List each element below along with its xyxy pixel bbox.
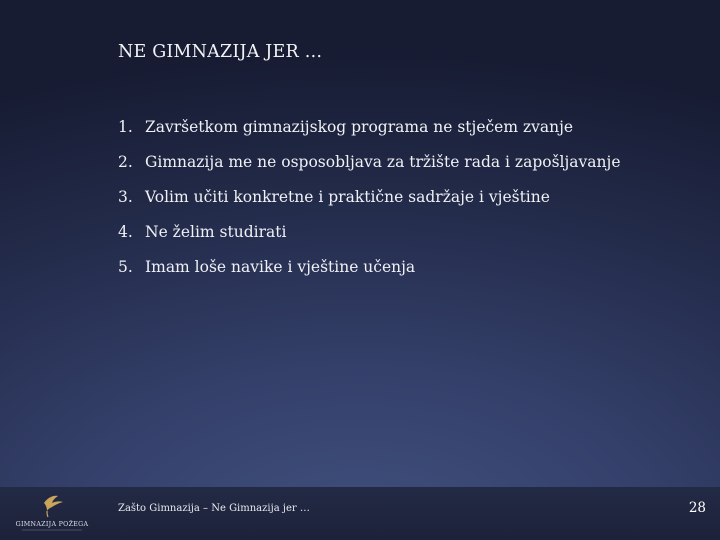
reasons-list	[118, 118, 621, 293]
bird-icon	[44, 496, 63, 517]
page-number: 28	[688, 500, 706, 516]
list-item-text: Imam loše navike i vještine učenja	[145, 258, 416, 276]
list-item-number: 1.	[118, 118, 133, 136]
list-item-text: Ne želim studirati	[145, 223, 287, 241]
list-item-text: Volim učiti konkretne i praktične sadržaje i vještine	[145, 188, 550, 206]
list-item-text: Završetkom gimnazijskog programa ne stječem zvanje	[145, 118, 574, 136]
list-item-number: 4.	[118, 223, 133, 241]
logo-text: GIMNAZIJA POŽEGA	[15, 521, 89, 528]
list-item	[118, 188, 621, 223]
school-logo	[14, 493, 90, 533]
list-item	[118, 258, 621, 293]
footer-text: Zašto Gimnazija – Ne Gimnazija jer …	[118, 503, 310, 514]
list-item-number: 5.	[118, 258, 133, 276]
list-item-number: 3.	[118, 188, 133, 206]
slide-title: NE GIMNAZIJA JER …	[118, 42, 323, 62]
footer-bar	[0, 487, 720, 540]
list-item-number: 2.	[118, 153, 133, 171]
list-item-text: Gimnazija me ne osposobljava za tržište rada i zapošljavanje	[145, 153, 621, 171]
list-item	[118, 118, 621, 153]
list-item	[118, 223, 621, 258]
list-item	[118, 153, 621, 188]
